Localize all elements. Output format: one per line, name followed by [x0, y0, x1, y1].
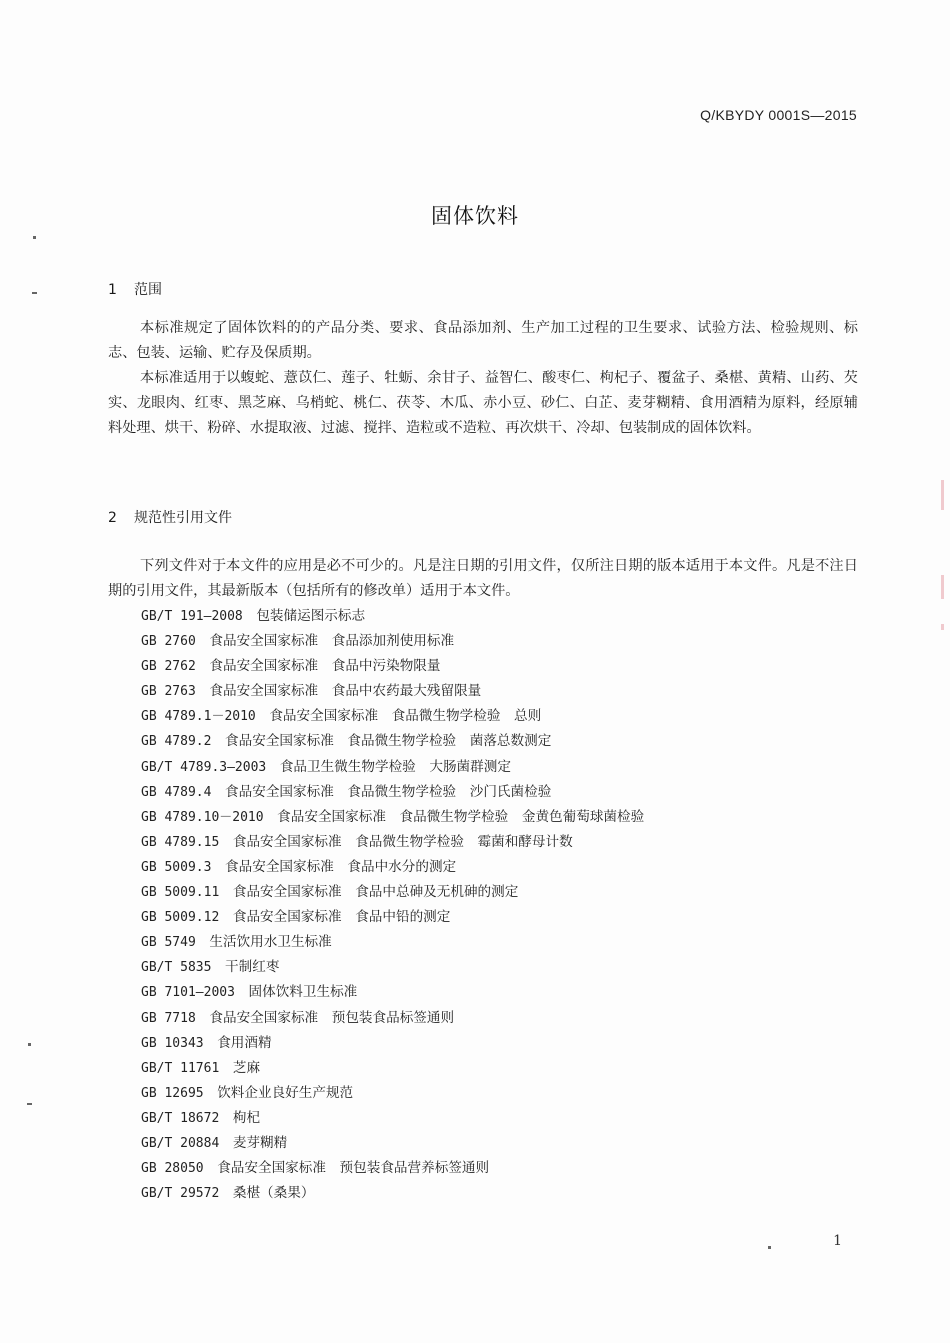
scan-edge-mark — [941, 575, 944, 599]
section-number: 2 — [108, 510, 117, 526]
reference-list — [141, 604, 644, 1206]
reference-title: 食品安全国家标准 食品添加剂使用标准 — [209, 633, 455, 650]
scope-paragraph-2: 本标准适用于以蝮蛇、薏苡仁、莲子、牡蛎、余甘子、益智仁、酸枣仁、枸杞子、覆盆子、桑椹、黄精、山药、芡实、龙眼肉、红枣、黑芝麻、乌梢蛇、桃仁、茯苓、木瓜、赤小豆、砂仁、白芷、麦芽糊精、食用酒精为原料，经原辅料处理、烘干、粉碎、水提取液、过滤、搅拌、造粒或不造粒、再次烘干、冷却、包装制成的固体饮料。 — [108, 370, 858, 436]
reference-item — [141, 1131, 644, 1156]
scan-speck — [28, 1043, 31, 1046]
reference-item — [141, 1081, 644, 1106]
reference-title: 食用酒精 — [217, 1034, 272, 1051]
reference-item — [141, 1031, 644, 1056]
document-title: 固体饮料 — [431, 204, 519, 228]
reference-title: 食品安全国家标准 食品微生物学检验 霉菌和酵母计数 — [232, 833, 573, 850]
scope-paragraph-1: 本标准规定了固体饮料的的产品分类、要求、食品添加剂、生产加工过程的卫生要求、试验方法、检验规则、标志、包装、运输、贮存及保质期。 — [108, 320, 858, 361]
reference-code: GB/T 191—2008 — [141, 609, 243, 624]
reference-code: GB 2763 — [141, 684, 196, 700]
reference-code: GB 5009.3 — [141, 859, 212, 875]
reference-item — [141, 905, 644, 930]
reference-item — [141, 955, 644, 980]
document-code: Q/KBYDY 0001S—2015 — [700, 107, 857, 123]
reference-title: 桑椹（桑果） — [232, 1185, 315, 1202]
reference-title: 食品安全国家标准 食品中铅的测定 — [232, 909, 451, 926]
reference-code: GB 4789.1－2010 — [141, 709, 256, 725]
reference-code: GB 4789.15 — [141, 834, 220, 850]
reference-item — [141, 830, 644, 855]
reference-item — [141, 629, 644, 654]
reference-title: 食品安全国家标准 食品中总砷及无机砷的测定 — [232, 884, 519, 901]
scan-edge-mark — [941, 480, 944, 510]
section-title: 规范性引用文件 — [134, 510, 232, 526]
reference-code: GB 7101—2003 — [141, 985, 235, 1001]
reference-item — [141, 604, 644, 629]
reference-item — [141, 780, 644, 805]
section-title: 范围 — [134, 282, 162, 298]
reference-code: GB 12695 — [141, 1085, 204, 1101]
reference-title: 食品安全国家标准 食品中水分的测定 — [225, 858, 457, 875]
section-1-heading — [108, 279, 162, 299]
reference-title: 干制红枣 — [225, 959, 280, 976]
reference-title: 生活饮用水卫生标准 — [209, 934, 332, 951]
reference-title: 包装储运图示标志 — [256, 608, 366, 624]
section-number: 1 — [108, 282, 117, 298]
reference-code: GB 5749 — [141, 935, 196, 951]
reference-title: 食品安全国家标准 食品微生物学检验 总则 — [269, 708, 542, 725]
reference-title: 芝麻 — [232, 1059, 261, 1076]
scan-speck — [27, 1103, 32, 1105]
reference-code: GB 5009.11 — [141, 885, 220, 901]
reference-item — [141, 704, 644, 729]
reference-title: 食品安全国家标准 食品中农药最大残留限量 — [209, 683, 482, 700]
reference-code: GB/T 20884 — [141, 1135, 220, 1151]
reference-code: GB 28050 — [141, 1161, 204, 1177]
scan-speck — [768, 1246, 771, 1249]
reference-item — [141, 880, 644, 905]
reference-title: 食品安全国家标准 食品微生物学检验 沙门氏菌检验 — [225, 783, 552, 800]
reference-item — [141, 1156, 644, 1181]
reference-code: GB 2762 — [141, 659, 196, 675]
reference-title: 固体饮料卫生标准 — [248, 984, 358, 1001]
reference-title: 饮料企业良好生产规范 — [217, 1084, 354, 1101]
page-number: 1 — [833, 1233, 842, 1249]
reference-item — [141, 1006, 644, 1031]
reference-item — [141, 729, 644, 754]
section-2-heading — [108, 507, 232, 527]
reference-item — [141, 980, 644, 1005]
scan-speck — [33, 236, 36, 239]
reference-title: 食品安全国家标准 预包装食品营养标签通则 — [217, 1160, 490, 1177]
reference-title: 食品安全国家标准 食品微生物学检验 菌落总数测定 — [225, 733, 552, 750]
reference-item — [141, 930, 644, 955]
scan-speck — [32, 292, 37, 294]
reference-code: GB 7718 — [141, 1010, 196, 1026]
reference-item — [141, 679, 644, 704]
reference-item — [141, 755, 644, 780]
reference-code: GB 4789.4 — [141, 784, 212, 800]
scan-edge-mark — [941, 624, 944, 630]
reference-title: 食品安全国家标准 食品中污染物限量 — [209, 658, 441, 675]
reference-item — [141, 1106, 644, 1131]
reference-code: GB/T 4789.3—2003 — [141, 759, 267, 775]
reference-item — [141, 805, 644, 830]
reference-title: 食品安全国家标准 食品微生物学检验 金黄色葡萄球菌检验 — [277, 808, 645, 825]
reference-code: GB 4789.10－2010 — [141, 809, 264, 825]
normative-references-paragraph: 下列文件对于本文件的应用是必不可少的。凡是注日期的引用文件，仅所注日期的版本适用于本文件。凡是不注日期的引用文件，其最新版本（包括所有的修改单）适用于本文件。 — [108, 558, 858, 599]
reference-code: GB 2760 — [141, 634, 196, 650]
reference-title: 食品卫生微生物学检验 大肠菌群测定 — [279, 758, 511, 775]
reference-item — [141, 654, 644, 679]
reference-item — [141, 1181, 644, 1206]
reference-item — [141, 855, 644, 880]
reference-title: 枸杞 — [232, 1109, 261, 1126]
reference-code: GB/T 29572 — [141, 1186, 220, 1202]
reference-code: GB 4789.2 — [141, 734, 212, 750]
reference-item — [141, 1056, 644, 1081]
reference-code: GB/T 18672 — [141, 1110, 220, 1126]
reference-code: GB/T 11761 — [141, 1060, 220, 1076]
reference-code: GB 5009.12 — [141, 910, 220, 926]
reference-title: 食品安全国家标准 预包装食品标签通则 — [209, 1009, 455, 1026]
reference-code: GB 10343 — [141, 1035, 204, 1051]
reference-title: 麦芽糊精 — [232, 1134, 288, 1151]
reference-code: GB/T 5835 — [141, 960, 212, 976]
